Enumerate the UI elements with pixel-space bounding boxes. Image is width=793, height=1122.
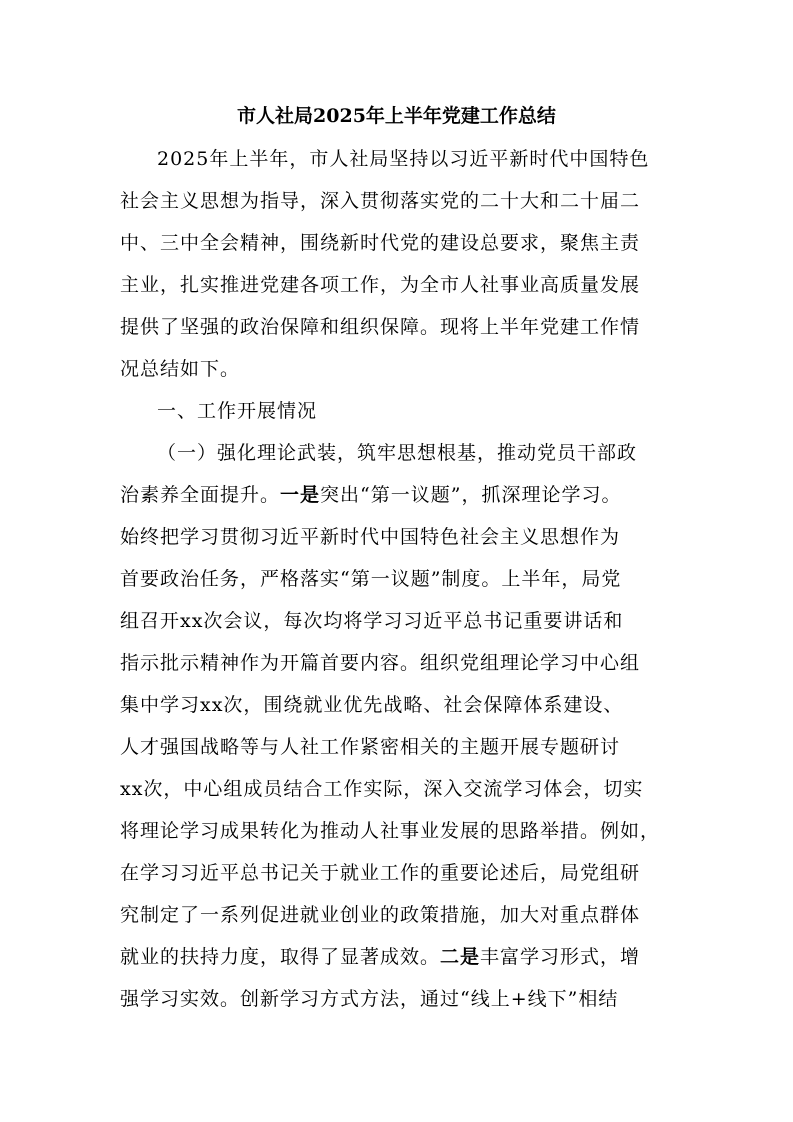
paragraph-line: 将理论学习成果转化为推动人社事业发展的思路举措。例如， bbox=[120, 820, 661, 842]
line-text: 治素养全面提升。 bbox=[120, 484, 281, 506]
section-heading: 一、工作开展情况 bbox=[157, 400, 318, 422]
line-text: 就业的扶持力度，取得了显著成效。 bbox=[120, 946, 441, 968]
emphasis-label: 二是 bbox=[440, 946, 481, 968]
subsection-heading-line: （一）强化理论武装，筑牢思想根基，推动党员干部政 bbox=[157, 442, 638, 464]
line-text: 丰富学习形式，增 bbox=[480, 946, 641, 968]
paragraph-line: 提供了坚强的政治保障和组织保障。现将上半年党建工作情 bbox=[120, 316, 641, 338]
paragraph-line: 人才强国战略等与人社工作紧密相关的主题开展专题研讨 bbox=[120, 736, 621, 758]
paragraph-line: 中、三中全会精神，围绕新时代党的建设总要求，聚焦主责 bbox=[120, 232, 641, 254]
paragraph-line: 在学习习近平总书记关于就业工作的重要论述后，局党组研 bbox=[120, 862, 641, 884]
paragraph-line: 2025年上半年，市人社局坚持以习近平新时代中国特色 bbox=[157, 148, 650, 170]
paragraph-line bbox=[120, 945, 640, 969]
paragraph-line: 集中学习xx次，围绕就业优先战略、社会保障体系建设、 bbox=[120, 694, 624, 716]
line-text: 突出“第一议题”，抓深理论学习。 bbox=[320, 484, 622, 506]
paragraph-line: 强学习实效。创新学习方式方法，通过“线上+线下”相结 bbox=[120, 988, 619, 1010]
paragraph-line: 首要政治任务，严格落实“第一议题”制度。上半年，局党 bbox=[120, 568, 622, 590]
document-title: 市人社局2025年上半年党建工作总结 bbox=[237, 105, 556, 127]
paragraph-line: 社会主义思想为指导，深入贯彻落实党的二十大和二十届二 bbox=[120, 190, 641, 212]
paragraph-line: 组召开xx次会议，每次均将学习习近平总书记重要讲话和 bbox=[120, 610, 624, 632]
paragraph-line: 究制定了一系列促进就业创业的政策措施，加大对重点群体 bbox=[120, 904, 641, 926]
paragraph-line: xx次，中心组成员结合工作实际，深入交流学习体会，切实 bbox=[120, 778, 644, 800]
emphasis-label: 一是 bbox=[280, 484, 321, 506]
paragraph-line: 指示批示精神作为开篇首要内容。组织党组理论学习中心组 bbox=[120, 652, 641, 674]
paragraph-line bbox=[120, 483, 621, 507]
paragraph-line: 况总结如下。 bbox=[120, 358, 241, 380]
paragraph-line: 主业，扎实推进党建各项工作，为全市人社事业高质量发展 bbox=[120, 274, 641, 296]
paragraph-line: 始终把学习贯彻习近平新时代中国特色社会主义思想作为 bbox=[120, 526, 621, 548]
